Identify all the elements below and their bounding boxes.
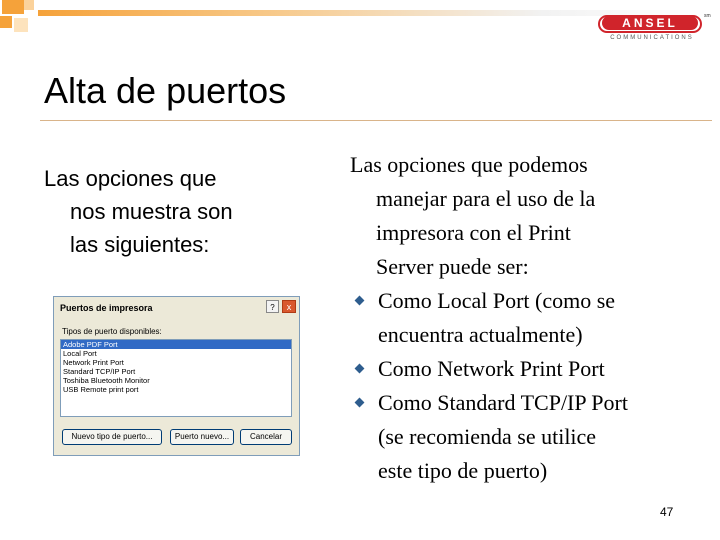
list-item[interactable]: Toshiba Bluetooth Monitor [63,376,150,385]
ansel-logo [598,13,711,45]
intro-line: Las opciones que podemos [350,152,588,177]
diamond-bullet-icon [355,364,365,374]
cancel-button[interactable]: Cancelar [240,429,292,445]
corner-square-orange-small [0,16,12,28]
list-item[interactable]: Standard TCP/IP Port [63,367,136,376]
list-item[interactable]: Adobe PDF Port [61,340,291,349]
dialog-title: Puertos de impresora [60,303,153,313]
left-line: nos muestra son [70,199,233,224]
corner-square-light [24,0,34,10]
list-item[interactable]: Network Print Port [63,358,124,367]
new-port-button[interactable]: Puerto nuevo... [170,429,234,445]
left-line: Las opciones que [44,166,217,191]
bullet-text: Como Local Port (como se [378,288,616,313]
logo-mark: sm [704,13,711,19]
bullet-item-local-port [350,284,700,352]
close-icon[interactable]: x [282,300,296,313]
page-number: 47 [660,505,674,519]
title-divider [40,120,712,121]
left-line: las siguientes: [70,232,210,257]
intro-line: Server puede ser: [376,254,529,279]
bullet-text: este tipo de puerto) [378,458,548,483]
left-paragraph [44,162,294,261]
printer-ports-dialog [53,296,300,456]
list-item[interactable]: Local Port [63,349,97,358]
logo-name: ANSEL [602,16,698,30]
bullet-text: Como Standard TCP/IP Port [378,390,628,415]
slide-title: Alta de puertos [44,70,287,111]
logo-subtitle: COMMUNICATIONS [610,35,694,41]
help-icon[interactable]: ? [266,300,279,313]
intro-line: impresora con el Print [376,220,571,245]
intro-line: manejar para el uso de la [376,186,596,211]
diamond-bullet-icon [355,398,365,408]
bullet-item-tcpip-port [350,386,700,488]
diamond-bullet-icon [355,296,365,306]
corner-square-pale [14,18,28,32]
right-paragraph [350,148,700,488]
bullet-item-network-port [350,352,700,386]
new-port-type-button[interactable]: Nuevo tipo de puerto... [62,429,162,445]
bullet-text: Como Network Print Port [378,356,605,381]
port-types-list[interactable] [60,339,292,417]
bullet-text: encuentra actualmente) [378,322,583,347]
corner-square-orange-large [2,0,24,14]
bullet-text: (se recomienda se utilice [378,424,597,449]
list-item[interactable]: USB Remote print port [63,385,139,394]
port-types-label: Tipos de puerto disponibles: [62,327,162,336]
